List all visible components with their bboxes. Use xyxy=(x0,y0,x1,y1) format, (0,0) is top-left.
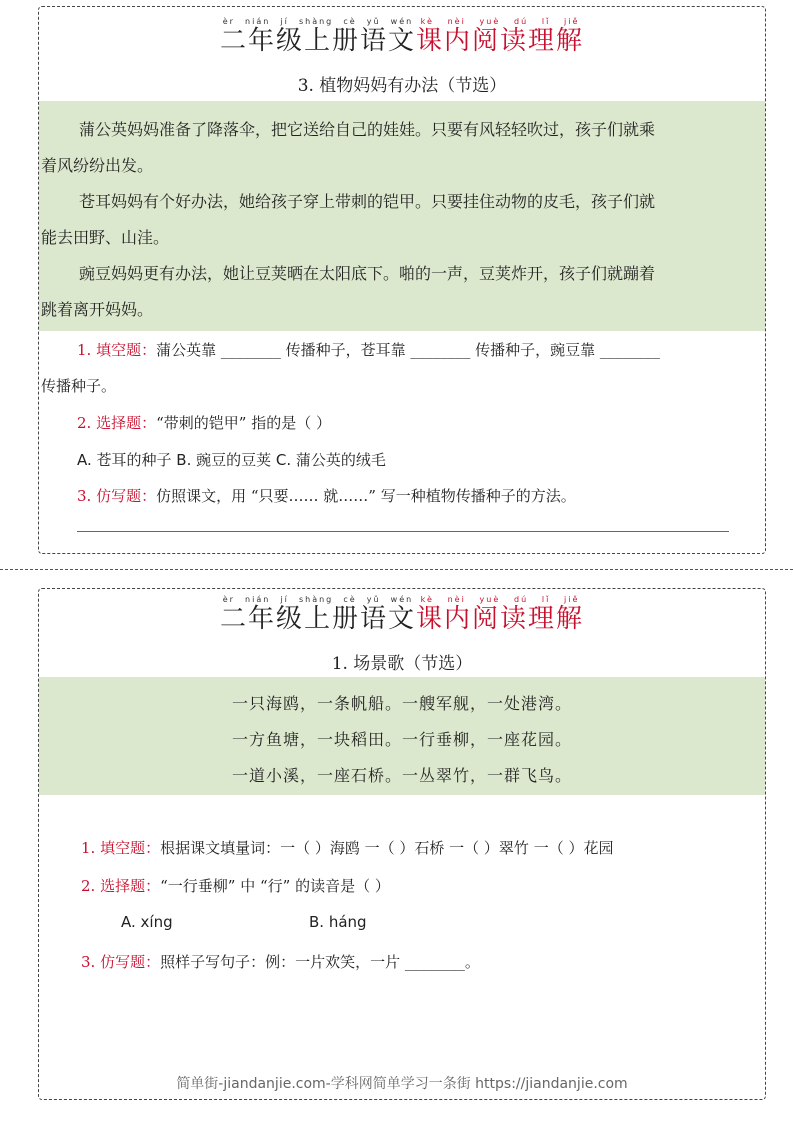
question-1-text[interactable]: 蒲公英靠 ________ 传播种子，苍耳靠 ________ 传播种子，豌豆靠 ________ xyxy=(156,341,660,359)
worksheet-title xyxy=(39,17,765,54)
title-red-pinyin: kè nèi yuè dú lǐ jiě xyxy=(416,595,585,604)
title-black-text: 二年级上册语文 xyxy=(219,604,416,634)
question-1 xyxy=(81,837,613,858)
question-2 xyxy=(77,412,331,433)
worksheet-title xyxy=(39,595,765,632)
title-red-text: 课内阅读理解 xyxy=(416,604,585,634)
cut-line-divider xyxy=(0,569,793,570)
poem-line: 一方鱼塘，一块稻田。一行垂柳，一座花园。 xyxy=(231,730,572,749)
passage-line: 苍耳妈妈有个好办法，她给孩子穿上带刺的铠甲。只要挂住动物的皮毛，孩子们就 xyxy=(79,192,656,211)
question-2-options[interactable]: A. 苍耳的种子 B. 豌豆的豆荚 C. 蒲公英的绒毛 xyxy=(77,451,386,469)
question-1 xyxy=(77,339,660,360)
question-1-text[interactable]: 根据课文填量词：一（ ）海鸥 一（ ）石桥 一（ ）翠竹 一（ ）花园 xyxy=(160,839,614,857)
question-3 xyxy=(77,485,576,506)
option-b[interactable]: B. háng xyxy=(309,913,367,931)
poem-line: 一道小溪，一座石桥。一丛翠竹，一群飞鸟。 xyxy=(231,766,572,785)
question-3 xyxy=(81,951,480,972)
question-2-label: 2. 选择题： xyxy=(77,414,157,432)
lesson-subtitle: 1. 场景歌（节选） xyxy=(331,654,473,674)
worksheet-card-2 xyxy=(38,588,766,1100)
title-red-pinyin: kè nèi yuè dú lǐ jiě xyxy=(416,17,585,26)
question-2-text: “带刺的铠甲” 指的是（ ） xyxy=(156,414,331,432)
title-red-text: 课内阅读理解 xyxy=(416,26,585,56)
worksheet-card-1 xyxy=(38,6,766,554)
question-3-label: 3. 仿写题： xyxy=(81,953,161,971)
question-1-label: 1. 填空题： xyxy=(77,341,157,359)
passage-line: 能去田野、山洼。 xyxy=(41,228,170,247)
poem-line: 一只海鸥，一条帆船。一艘军舰，一处港湾。 xyxy=(231,694,572,713)
question-1-label: 1. 填空题： xyxy=(81,839,161,857)
title-black-text: 二年级上册语文 xyxy=(219,26,416,56)
question-2 xyxy=(81,875,390,896)
answer-line[interactable] xyxy=(77,531,729,532)
lesson-subtitle: 3. 植物妈妈有办法（节选） xyxy=(297,76,507,96)
title-pinyin: èr nián jí shàng cè yǔ wén xyxy=(219,595,416,604)
reading-passage-panel xyxy=(39,101,765,331)
title-pinyin: èr nián jí shàng cè yǔ wén xyxy=(219,17,416,26)
passage-line: 豌豆妈妈更有办法，她让豆荚晒在太阳底下。啪的一声，豆荚炸开，孩子们就蹦着 xyxy=(79,264,656,283)
poem-panel xyxy=(39,677,765,795)
passage-line: 着风纷纷出发。 xyxy=(41,156,154,175)
question-2-text: “一行垂柳” 中 “行” 的读音是（ ） xyxy=(160,877,390,895)
question-3-text[interactable]: 照样子写句子：例：一片欢笑，一片 ________。 xyxy=(160,953,480,971)
footer-watermark: 简单街-jiandanjie.com-学科网简单学习一条街 https://jiandanjie.com xyxy=(176,1076,628,1092)
question-2-label: 2. 选择题： xyxy=(81,877,161,895)
question-3-label: 3. 仿写题： xyxy=(77,487,157,505)
option-a[interactable]: A. xíng xyxy=(121,913,173,931)
question-1-continued: 传播种子。 xyxy=(41,377,117,395)
passage-line: 跳着离开妈妈。 xyxy=(41,300,154,319)
question-3-text: 仿照课文，用 “只要…… 就……” 写一种植物传播种子的方法。 xyxy=(156,487,576,505)
passage-line: 蒲公英妈妈准备了降落伞，把它送给自己的娃娃。只要有风轻轻吹过，孩子们就乘 xyxy=(79,120,656,139)
